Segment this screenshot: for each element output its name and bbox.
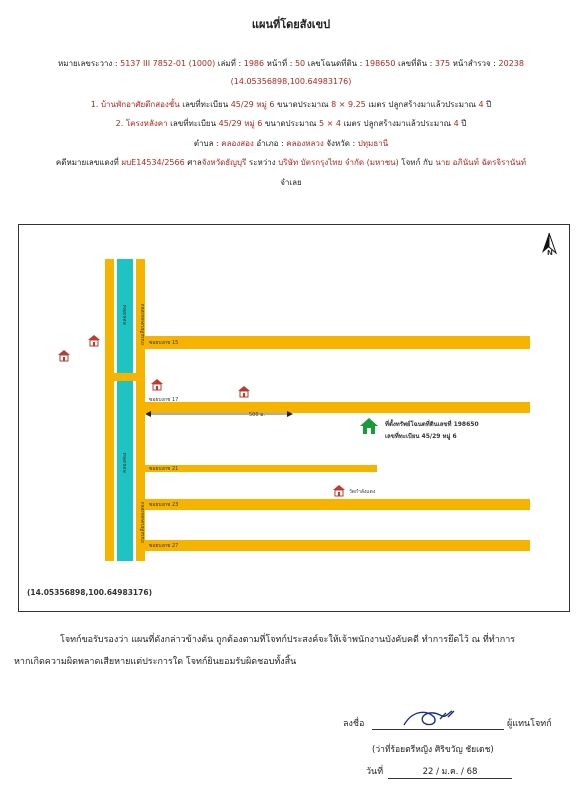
item-reg-no: 45/29 หมู่ 6 [218, 119, 263, 128]
book-value: 1986 [243, 59, 265, 68]
item-size: 5 × 4 [318, 119, 341, 128]
building-item-2 [0, 117, 582, 130]
item-number: 2. [115, 119, 126, 128]
subdistrict-label: ตำบล : [193, 139, 222, 148]
road-soi-15 [145, 336, 530, 349]
soi-15-label: ซอยบงกช 15 [149, 340, 179, 346]
canal-label-upper: คลองสอง [122, 304, 128, 325]
house-icon [150, 378, 164, 391]
property-label-line2: เลขที่ทะเบียน 45/29 หมู่ 6 [385, 433, 457, 440]
distance-label: 500 ม. [249, 412, 266, 418]
statement-line-2: หากเกิดความผิดพลาดเสียหายแต่ประการใด โจทก์ยินยอมรับผิดชอบทั้งสิ้น [14, 657, 297, 667]
item-text: ปี [483, 100, 492, 109]
land-no-label: เลขที่ดิน : [395, 59, 435, 68]
book-label: เล่มที่ : [215, 59, 244, 68]
north-label: N [547, 249, 553, 257]
item-text: เมตร ปลูกสร้างมาแล้วประมาณ [365, 100, 479, 109]
district-value: คลองหลวง [286, 139, 324, 148]
province-value: ปทุมธานี [357, 139, 389, 148]
defendant-name: นาย อภินันท์ ฉัตรจิรานันท์ [435, 158, 527, 167]
item-text: เลขที่ทะเบียน [179, 100, 231, 109]
subdistrict-value: คลองสอง [221, 139, 254, 148]
road-soi-23 [145, 499, 530, 510]
map-coordinates: (14.05356898,100.64983176) [27, 588, 152, 597]
road-label-upper: ถนนเลียบคลองสอง [140, 303, 146, 345]
between-label: ระหว่าง [246, 158, 279, 167]
item-name: โครงหลังคา [125, 119, 168, 128]
soi-27-label: ซอยบงกช 27 [149, 543, 179, 549]
house-icon [57, 349, 71, 362]
case-number: ผบE14534/2566 [121, 158, 185, 167]
deed-label: เลขโฉนดที่ดิน : [305, 59, 365, 68]
item-text: เลขที่ทะเบียน [167, 119, 219, 128]
item-number: 1. [90, 100, 101, 109]
court-label: ศาล [184, 158, 202, 167]
item-years: 4 [478, 100, 484, 109]
property-label-line1: ที่ตั้งทรัพย์โฉนดที่ดินเลขที่ 198650 [385, 421, 479, 428]
item-years: 4 [453, 119, 459, 128]
item-text: เมตร ปลูกสร้างมาแล้วประมาณ [340, 119, 454, 128]
survey-info-line [0, 57, 582, 70]
statement-line-1: โจทก์ขอรับรองว่า แผนที่ดังกล่าวข้างต้น ถูกต้องตามที่โจทก์ประสงค์จะให้เจ้าพนักงานบังคับคดี ทำการยึดไว้ ณ ที่ทำการ [60, 635, 516, 645]
plaintiff-value: บริษัท บัตรกรุงไทย จำกัด (มหาชน) [278, 158, 399, 167]
map-sheet-value: 5137 III 7852-01 (1000) [120, 59, 216, 68]
item-text: ขนาดประมาณ [274, 100, 332, 109]
land-no-value: 375 [434, 59, 451, 68]
defendant-label: จำเลย [280, 178, 302, 187]
signer-name: (ว่าที่ร้อยตรีหญิง ศิริขวัญ ชัยเดช) [372, 745, 494, 755]
header-coordinates: (14.05356898,100.64983176) [230, 77, 352, 86]
page-value: 50 [294, 59, 306, 68]
deed-value: 198650 [364, 59, 396, 68]
temple-icon [332, 484, 346, 497]
road-label-lower: ถนนเลียบคลองสอง [140, 501, 146, 543]
date-label: วันที่ [366, 767, 384, 777]
case-line [0, 156, 582, 169]
temple-label: วัดกำลังแดง [349, 489, 376, 495]
house-icon [237, 385, 251, 398]
item-name: บ้านพักอาศัยตึกสองชั้น [100, 100, 180, 109]
page-title: แผนที่โดยสังเขป [251, 18, 331, 31]
district-label: อำเภอ : [253, 139, 287, 148]
building-item-1 [0, 98, 582, 111]
date-value: 22 / ม.ค. / 68 [388, 764, 512, 779]
item-size: 8 × 9.25 [331, 100, 366, 109]
location-line [0, 137, 582, 150]
page-label: หน้าที่ : [264, 59, 295, 68]
property-home-icon [359, 417, 379, 435]
road-soi-27 [145, 540, 530, 551]
house-icon [87, 334, 101, 347]
survey-page-label: หน้าสำรวจ : [450, 59, 499, 68]
court-value: จังหวัดธัญบุรี [201, 158, 247, 167]
item-text: ปี [458, 119, 467, 128]
versus-label: โจทก์ กับ [398, 158, 436, 167]
signer-role: ผู้แทนโจทก์ [507, 719, 552, 729]
canal-bridge [105, 373, 145, 381]
soi-17-label: ซอยบงกช 17 [149, 397, 179, 403]
survey-page-value: 20238 [498, 59, 524, 68]
canal-label-lower: คลองสอง [122, 452, 128, 473]
soi-21-label: ซอยบงกช 21 [149, 466, 179, 472]
item-reg-no: 45/29 หมู่ 6 [230, 100, 275, 109]
map-sheet-label: หมายเลขระวาง : [58, 59, 121, 68]
province-label: จังหวัด : [323, 139, 358, 148]
road-soi-21 [145, 465, 377, 472]
sketch-map [18, 224, 570, 612]
handwritten-signature [400, 705, 460, 731]
item-text: ขนาดประมาณ [262, 119, 319, 128]
road-vertical-left [105, 259, 114, 561]
soi-23-label: ซอยบงกช 23 [149, 502, 179, 508]
sign-label: ลงชื่อ [343, 719, 365, 729]
distance-arrow [145, 409, 295, 419]
case-label: คดีหมายเลขแดงที่ [55, 158, 122, 167]
